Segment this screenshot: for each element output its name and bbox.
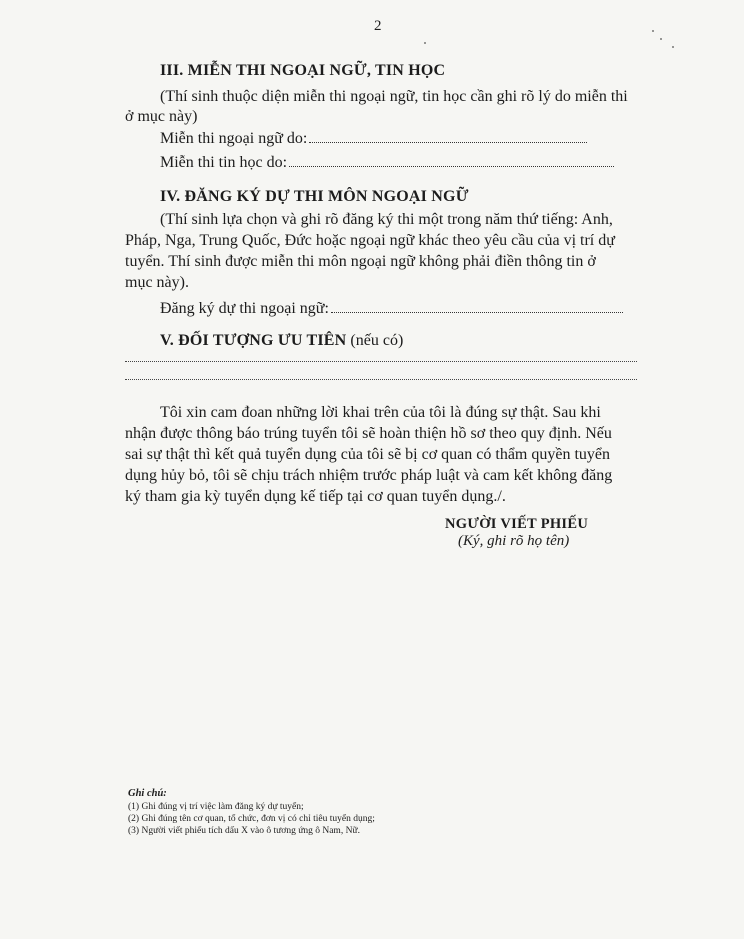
section4-note-line3: tuyển. Thí sinh được miễn thi môn ngoại ngữ không phải điền thông tin ở <box>125 253 596 270</box>
section3-note-line2: ở mục này) <box>125 108 198 125</box>
scan-speck <box>652 30 654 32</box>
scan-speck <box>672 46 674 48</box>
priority-field-line2[interactable] <box>125 378 637 380</box>
priority-field-line1[interactable] <box>125 360 637 362</box>
section5-heading-row <box>160 332 403 350</box>
note-item-3: (3) Người viết phiếu tích dấu X vào ô tương ứng ô Nam, Nữ. <box>128 826 360 836</box>
foreign-language-exempt-field[interactable] <box>309 130 587 143</box>
declaration-line2: nhận được thông báo trúng tuyển tôi sẽ hoàn thiện hồ sơ theo quy định. Nếu <box>125 425 612 442</box>
section4-heading: IV. ĐĂNG KÝ DỰ THI MÔN NGOẠI NGỮ <box>160 188 469 205</box>
scan-speck <box>660 38 662 40</box>
section4-note-line2: Pháp, Nga, Trung Quốc, Đức hoặc ngoại ngữ khác theo yêu cầu của vị trí dự <box>125 232 615 249</box>
declaration-line1: Tôi xin cam đoan những lời khai trên của tôi là đúng sự thật. Sau khi <box>160 404 601 421</box>
it-exempt-label: Miễn thi tin học do: <box>160 154 288 171</box>
section4-note-line1: (Thí sinh lựa chọn và ghi rõ đăng ký thi một trong năm thứ tiếng: Anh, <box>160 211 613 228</box>
foreign-language-exempt-row <box>160 130 587 148</box>
notes-title: Ghi chú: <box>128 788 167 799</box>
declaration-line3: sai sự thật thì kết quả tuyển dụng của tôi sẽ bị cơ quan có thẩm quyền tuyển <box>125 446 611 463</box>
register-language-row <box>160 300 623 318</box>
signature-title: NGƯỜI VIẾT PHIẾU <box>445 516 589 532</box>
declaration-line5: ký tham gia kỳ tuyển dụng kế tiếp tại cơ quan tuyển dụng./. <box>125 488 506 505</box>
note-item-1: (1) Ghi đúng vị trí việc làm đăng ký dự tuyển; <box>128 802 304 812</box>
scan-speck <box>424 42 426 44</box>
register-language-label: Đăng ký dự thi ngoại ngữ: <box>160 300 329 317</box>
section5-heading-suffix: (nếu có) <box>350 332 404 349</box>
section3-heading: III. MIỄN THI NGOẠI NGỮ, TIN HỌC <box>160 62 446 79</box>
section3-note-line1: (Thí sinh thuộc diện miễn thi ngoại ngữ, tin học cần ghi rõ lý do miễn thi <box>160 88 628 105</box>
register-language-field[interactable] <box>331 300 623 313</box>
foreign-language-exempt-label: Miễn thi ngoại ngữ do: <box>160 130 308 147</box>
it-exempt-field[interactable] <box>289 154 614 167</box>
page-number: 2 <box>374 18 382 34</box>
declaration-line4: dụng hủy bỏ, tôi sẽ chịu trách nhiệm trước pháp luật và cam kết không đăng <box>125 467 613 484</box>
note-item-2: (2) Ghi đúng tên cơ quan, tổ chức, đơn vị có chỉ tiêu tuyển dụng; <box>128 814 375 824</box>
it-exempt-row <box>160 154 614 172</box>
signature-subtitle: (Ký, ghi rõ họ tên) <box>458 533 570 549</box>
section4-note-line4: mục này). <box>125 274 189 291</box>
section5-heading: V. ĐỐI TƯỢNG ƯU TIÊN <box>160 332 347 349</box>
